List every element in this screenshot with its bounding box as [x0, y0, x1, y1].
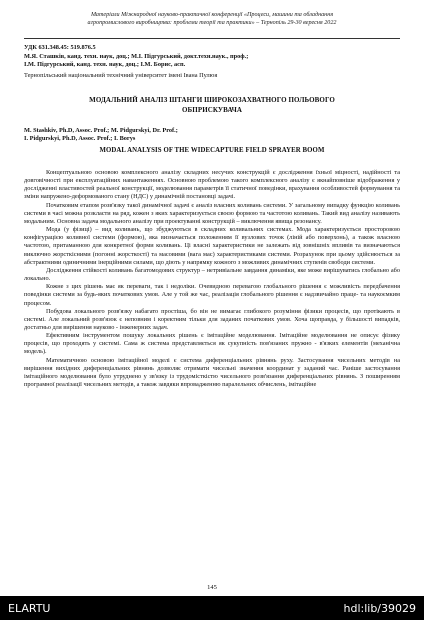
repository-footer: [0, 596, 424, 620]
header-line-1: Матеріали Міжнародної науково-практичної конференції «Процеси, машини та обладнання: [90, 12, 334, 18]
affiliation: Тернопільський національний технічний університет імені Івана Пулюя: [24, 72, 218, 79]
authors-ua-line-2: І.М. Підгурський, канд. техн. наук, доц.; І.М. Борис, асп.: [24, 61, 186, 68]
authors-en-line-1: M. Stashkiv, Ph.D, Assoc. Prof.; M. Pidgurskyi, Dr. Prof.;: [24, 127, 178, 134]
title-ua: [24, 96, 400, 115]
article-body: [24, 169, 400, 389]
paragraph: Дослідження стійкості коливань багатомодових структур – нетривіальне завдання динаміки, яке може вирішуватись глобально або локально.: [24, 266, 400, 283]
paragraph: Кожне з цих рішень має як переваги, так і недоліки. Очевидною перевагою глобального рішення є можливість передбачення поведінки системи за будь-яких початкових умов. Але у той же час, реалізація глобального рішення є надзвичайно праце- та наукоємким процесом.: [24, 283, 400, 307]
authors-en: [24, 127, 404, 144]
paragraph: Концептуальною основою комплексного аналізу складних несучих конструкцій є дослідження їхньої міцності, надійності та довговічності при експлуатаційних навантаженнях. Основною проблемою такого комплексного аналізу є якнайповніше відображення у дослідженні властивостей реальної конструкції, моделювання параметрів її статичної поведінки, врахування особливостей формування та зміни напружено-деформованого стану (НДС) у динамічній постановці задачі.: [24, 169, 400, 201]
paragraph: Ефективним інструментом пошуку локальних рішень є імітаційне моделювання. Імітаційне моделювання не описує фізику процесів, що проходять у системі. Сама ж система представляється як сукупність пов'язаних пружно - в'язких елементів (механічна модель).: [24, 332, 400, 356]
title-ua-line-2: ОБПРИСКУВАЧА: [182, 105, 242, 114]
header-divider: [24, 38, 400, 39]
title-en: MODAL ANALYSIS OF THE WIDECAPTURE FIELD SPRAYER BOOM: [99, 147, 325, 154]
paragraph: Початковим етапом розв'язку такої динамічної задачі є аналіз власних коливань системи. У загальному випадку функцію коливань системи в часі можна розкласти на ряд, кожен з яких характеризується своєю формою та частотою коливань. Такий вид аналізу називають модальним. Основна задача модального аналізу при проектуванні конструкцій – виключення явища резонансу.: [24, 201, 400, 225]
authors-ua-line-1: М.Я. Сташків, канд. техн. наук, доц.; М.І. Підгурський, докт.техн.наук., проф.;: [24, 53, 249, 60]
footer-handle: hdl:lib/39029: [343, 602, 416, 615]
authors-en-line-2: I. Pidgurskyi, Ph.D, Assoc. Prof.; I. Borys: [24, 135, 136, 143]
udc-code: УДК 631.348.45: 519.876.5: [24, 44, 96, 51]
header-line-2: агропромислового виробництва: проблеми теорії та практики» – Тернопіль 29-30 вересня 2022: [87, 20, 337, 26]
page-number: 145: [207, 584, 217, 591]
paragraph: Побудова локального розв'язку набагато простіша, бо він не вимагає глибокого розуміння фізики процесів, що протікають в системі. Але локальний розв'язок є неповним і коректним тільки для заданих початкових умов. Хоча щоправда, у більшості випадків, достатньо для вирішення науково - інженерних задач.: [24, 307, 400, 331]
footer-repository-name: ELARTU: [8, 602, 51, 615]
paragraph: Мода (у фізиці) – вид коливань, що збуджуються в складних коливальних системах. Мода характеризується просторовою конфігурацією коливної системи (формою), яка визначається положенням її вузлових точок (ліній або поверхонь), а також власною частотою, притаманною для конкретної форми коливань. Ці власні характеристики не залежать від зовнішніх впливів та визначаються виключно жорсткісними (погонні жорсткості) та масовими (вага мас) характеристиками системи. Розрахунок при цьому здійснюється за абстрактними одиничними інерційними силами, що діють у напрямку кожного з можливих динамічних ступенів свободи системи.: [24, 226, 400, 266]
title-ua-line-1: МОДАЛЬНИЙ АНАЛІЗ ШТАНГИ ШИРОКОЗАХВАТНОГО ПОЛЬОВОГО: [89, 96, 335, 104]
running-header: [24, 11, 400, 27]
paragraph: Математичною основою імітаційної моделі є система диференціальних рівнянь руху. Застосування чисельних методів на вирішення вихідних диференціальних рівнянь дозволяє отримати чисельні значення координат у заданий час. Раніше застосування імітаційного моделювання було утруднено у зв'язку із трудомісткістю чисельного розв'язання диференціальних рівнянь. З поширенням програмної реалізації чисельних методів, а також завдяки впровадженню паралельних обчислень, імітаційне: [24, 356, 400, 389]
